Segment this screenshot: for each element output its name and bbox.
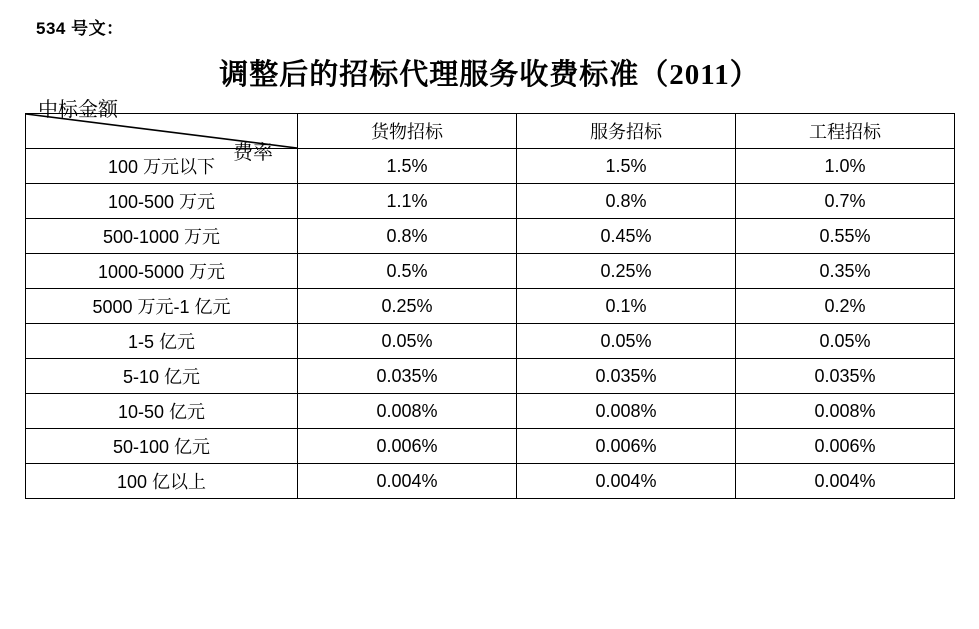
- cell-value: 0.008%: [298, 394, 517, 429]
- cell-value: 0.008%: [736, 394, 955, 429]
- cell-value: 0.004%: [736, 464, 955, 499]
- table-row: [26, 184, 955, 219]
- fee-rate-label: 费率: [233, 142, 273, 164]
- row-label: 1000-5000 万元: [26, 254, 298, 289]
- cell-value: 0.55%: [736, 219, 955, 254]
- cell-value: 0.35%: [736, 254, 955, 289]
- cell-value: 1.1%: [298, 184, 517, 219]
- cell-value: 1.0%: [736, 149, 955, 184]
- cell-value: 0.8%: [298, 219, 517, 254]
- row-label: 5-10 亿元: [26, 359, 298, 394]
- table-row: [26, 324, 955, 359]
- cell-value: 0.006%: [736, 429, 955, 464]
- row-label: 1-5 亿元: [26, 324, 298, 359]
- table-row: [26, 289, 955, 324]
- cell-value: 1.5%: [298, 149, 517, 184]
- table-row: [26, 394, 955, 429]
- column-header-engineering: 工程招标: [736, 114, 955, 149]
- page-title: 调整后的招标代理服务收费标准（2011）: [219, 59, 760, 91]
- cell-value: 0.1%: [517, 289, 736, 324]
- row-label: 100-500 万元: [26, 184, 298, 219]
- cell-value: 0.035%: [517, 359, 736, 394]
- table-row: [26, 149, 955, 184]
- cell-value: 0.006%: [517, 429, 736, 464]
- bid-amount-label: 中标金额: [38, 99, 118, 121]
- cell-value: 0.006%: [298, 429, 517, 464]
- cell-value: 0.05%: [517, 324, 736, 359]
- row-label: 500-1000 万元: [26, 219, 298, 254]
- cell-value: 0.035%: [736, 359, 955, 394]
- row-label: 5000 万元-1 亿元: [26, 289, 298, 324]
- document-reference: 534 号文：: [36, 19, 124, 38]
- cell-value: 0.25%: [298, 289, 517, 324]
- fee-standard-table: [25, 99, 955, 499]
- cell-value: 0.008%: [517, 394, 736, 429]
- cell-value: 0.7%: [736, 184, 955, 219]
- table-row: [26, 429, 955, 464]
- column-header-goods: 货物招标: [298, 114, 517, 149]
- column-header-service: 服务招标: [517, 114, 736, 149]
- cell-value: 0.004%: [517, 464, 736, 499]
- row-label: 50-100 亿元: [26, 429, 298, 464]
- cell-value: 1.5%: [517, 149, 736, 184]
- row-label: 100 亿以上: [26, 464, 298, 499]
- table-row: [26, 359, 955, 394]
- cell-value: 0.004%: [298, 464, 517, 499]
- row-label: 10-50 亿元: [26, 394, 298, 429]
- cell-value: 0.05%: [736, 324, 955, 359]
- cell-value: 0.05%: [298, 324, 517, 359]
- cell-value: 0.035%: [298, 359, 517, 394]
- table-corner-header: [26, 99, 298, 164]
- cell-value: 0.45%: [517, 219, 736, 254]
- cell-value: 0.5%: [298, 254, 517, 289]
- table-row: [26, 219, 955, 254]
- table-row: [26, 464, 955, 499]
- table-header-row: [26, 114, 955, 149]
- cell-value: 0.2%: [736, 289, 955, 324]
- cell-value: 0.8%: [517, 184, 736, 219]
- cell-value: 0.25%: [517, 254, 736, 289]
- row-label: 100 万元以下: [26, 149, 298, 184]
- table-row: [26, 254, 955, 289]
